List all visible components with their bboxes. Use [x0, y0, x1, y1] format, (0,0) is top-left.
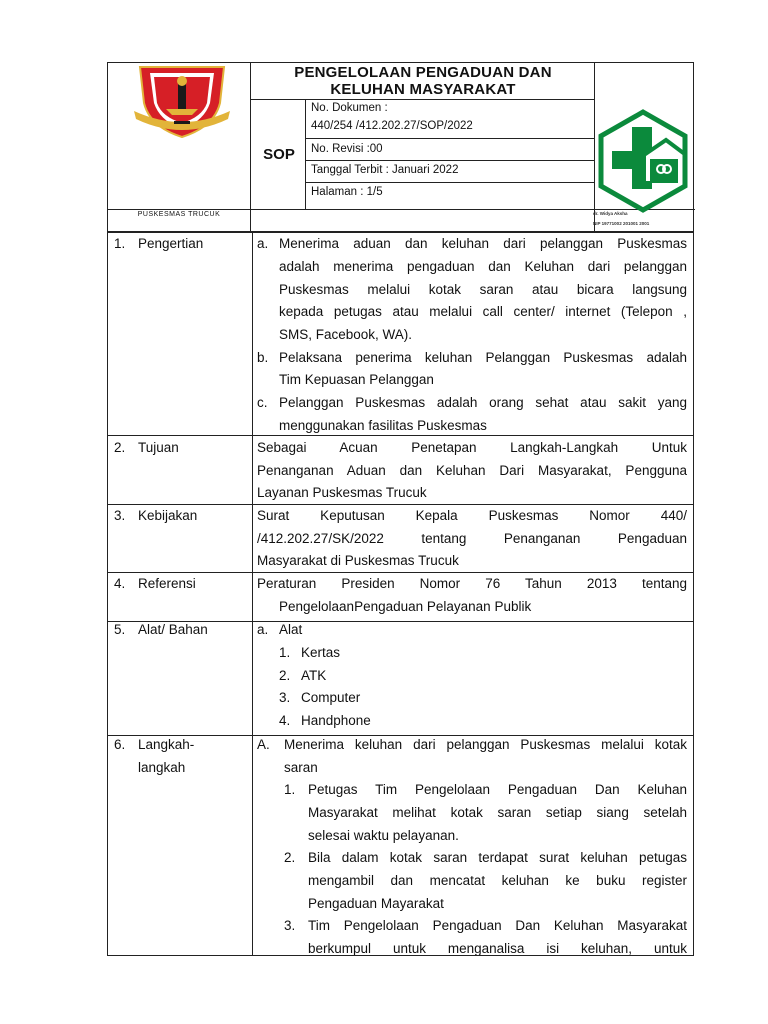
paragraph-line: adalah menerima pengaduan dan Keluhan dari pelanggan [279, 259, 687, 274]
section-label [114, 505, 197, 528]
title-line: KELUHAN MASYARAKAT [330, 81, 516, 98]
paragraph-line: kepada petugas atau melalui call center/ internet (Telepon , [279, 304, 687, 319]
paragraph-line: Masyarakat melihat kotak saran setiap siang setelah [308, 805, 687, 820]
list-marker: A. [257, 737, 270, 752]
list-marker: 4. [279, 713, 291, 728]
divider [594, 63, 595, 231]
paragraph-line: Puskesmas melalui kotak saran atau bicara langsung [279, 282, 687, 297]
list-marker: 2. [284, 850, 296, 865]
organization-name: PUSKESMAS TRUCUK [137, 211, 221, 218]
list-item: ATK [301, 668, 327, 683]
section-label [114, 573, 196, 596]
paragraph-line: menggunakan fasilitas Puskesmas [279, 418, 487, 433]
section-label [114, 619, 208, 642]
paragraph-line: Peraturan Presiden Nomor 76 Tahun 2013 tentang [257, 576, 687, 591]
list-marker: b. [257, 350, 269, 365]
list-item: Handphone [301, 713, 371, 728]
paragraph-line: saran [284, 760, 318, 775]
section-label [114, 437, 179, 460]
document-title [252, 64, 594, 98]
section-number: 2. [114, 440, 126, 455]
section-number: 6. [114, 737, 126, 752]
puskesmas-logo-icon [596, 109, 690, 213]
section-label [114, 233, 203, 256]
list-marker: a. [257, 622, 269, 637]
paragraph-line: Sebagai Acuan Penetapan Langkah-Langkah Untuk [257, 440, 687, 455]
list-heading: Alat [279, 622, 303, 637]
issue-date: Tanggal Terbit : Januari 2022 [311, 164, 459, 176]
signer-name: dr. Widya Aksha [593, 211, 628, 216]
paragraph-line: Menerima aduan dan keluhan dari pelanggan Puskesmas [279, 236, 687, 251]
list-marker: 3. [284, 918, 296, 933]
paragraph-line: /412.202.27/SK/2022 tentang Penanganan Pengaduan [257, 531, 687, 546]
divider [250, 63, 251, 231]
divider [252, 232, 253, 955]
divider [305, 138, 594, 139]
list-marker: a. [257, 236, 269, 251]
sop-label: SOP [263, 145, 295, 163]
section-title: Langkah- [138, 737, 195, 752]
paragraph-line: Pelanggan Puskesmas adalah orang sehat atau sakit yang [279, 395, 687, 410]
revision-number: No. Revisi :00 [311, 143, 383, 155]
list-marker: 3. [279, 690, 291, 705]
paragraph-line: Bila dalam kotak saran terdapat surat keluhan petugas [308, 850, 687, 865]
paragraph-line: SMS, Facebook, WA). [279, 327, 413, 342]
paragraph-line: Menerima keluhan dari pelanggan Puskesmas melalui kotak [284, 737, 687, 752]
section-number: 1. [114, 236, 126, 251]
section-label [114, 734, 194, 757]
paragraph-line: Tim Kepuasan Pelanggan [279, 372, 434, 387]
section-title: Pengertian [138, 236, 204, 251]
sop-content-table [107, 232, 694, 956]
section-title: Kebijakan [138, 508, 198, 523]
paragraph-line: Pelaksana penerima keluhan Pelanggan Puskesmas adalah [279, 350, 687, 365]
paragraph-line: Pengaduan Mayarakat [308, 896, 444, 911]
regency-seal-icon [132, 63, 232, 141]
paragraph-line: berkumpul untuk menganalisa isi keluhan, untuk [308, 941, 687, 956]
title-line: PENGELOLAAN PENGADUAN DAN [294, 64, 552, 81]
paragraph-line: Petugas Tim Pengelolaan Pengaduan Dan Keluhan [308, 782, 687, 797]
paragraph-line: Surat Keputusan Kepala Puskesmas Nomor 440/ [257, 508, 687, 523]
paragraph-line: Tim Pengelolaan Pengaduan Dan Keluhan Masyarakat [308, 918, 687, 933]
list-marker: c. [257, 395, 268, 410]
sop-header-table [107, 62, 694, 232]
list-marker: 1. [284, 782, 296, 797]
section-number: 3. [114, 508, 126, 523]
section-title-cont: langkah [138, 760, 186, 775]
section-title: Alat/ Bahan [138, 622, 208, 637]
list-item: Computer [301, 690, 361, 705]
paragraph-line: PengelolaanPengaduan Pelayanan Publik [279, 599, 532, 614]
signer-nip: NIP 19771002 201001 2001 [593, 221, 650, 226]
paragraph-line: mengambil dan mencatat keluhan ke buku register [308, 873, 687, 888]
list-marker: 2. [279, 668, 291, 683]
section-title: Referensi [138, 576, 196, 591]
paragraph-line: Penanganan Aduan dan Keluhan Dari Masyarakat, Pengguna [257, 463, 687, 478]
list-item: Kertas [301, 645, 341, 660]
section-title: Tujuan [138, 440, 179, 455]
paragraph-line: Layanan Puskesmas Trucuk [257, 485, 427, 500]
section-number: 4. [114, 576, 126, 591]
page-number: Halaman : 1/5 [311, 186, 383, 198]
paragraph-line: selesai waktu pelayanan. [308, 828, 459, 843]
paragraph-line: Masyarakat di Puskesmas Trucuk [257, 553, 459, 568]
list-marker: 1. [279, 645, 291, 660]
doc-number: 440/254 /412.202.27/SOP/2022 [311, 120, 473, 132]
doc-number-label: No. Dokumen : [311, 102, 388, 114]
section-number: 5. [114, 622, 126, 637]
